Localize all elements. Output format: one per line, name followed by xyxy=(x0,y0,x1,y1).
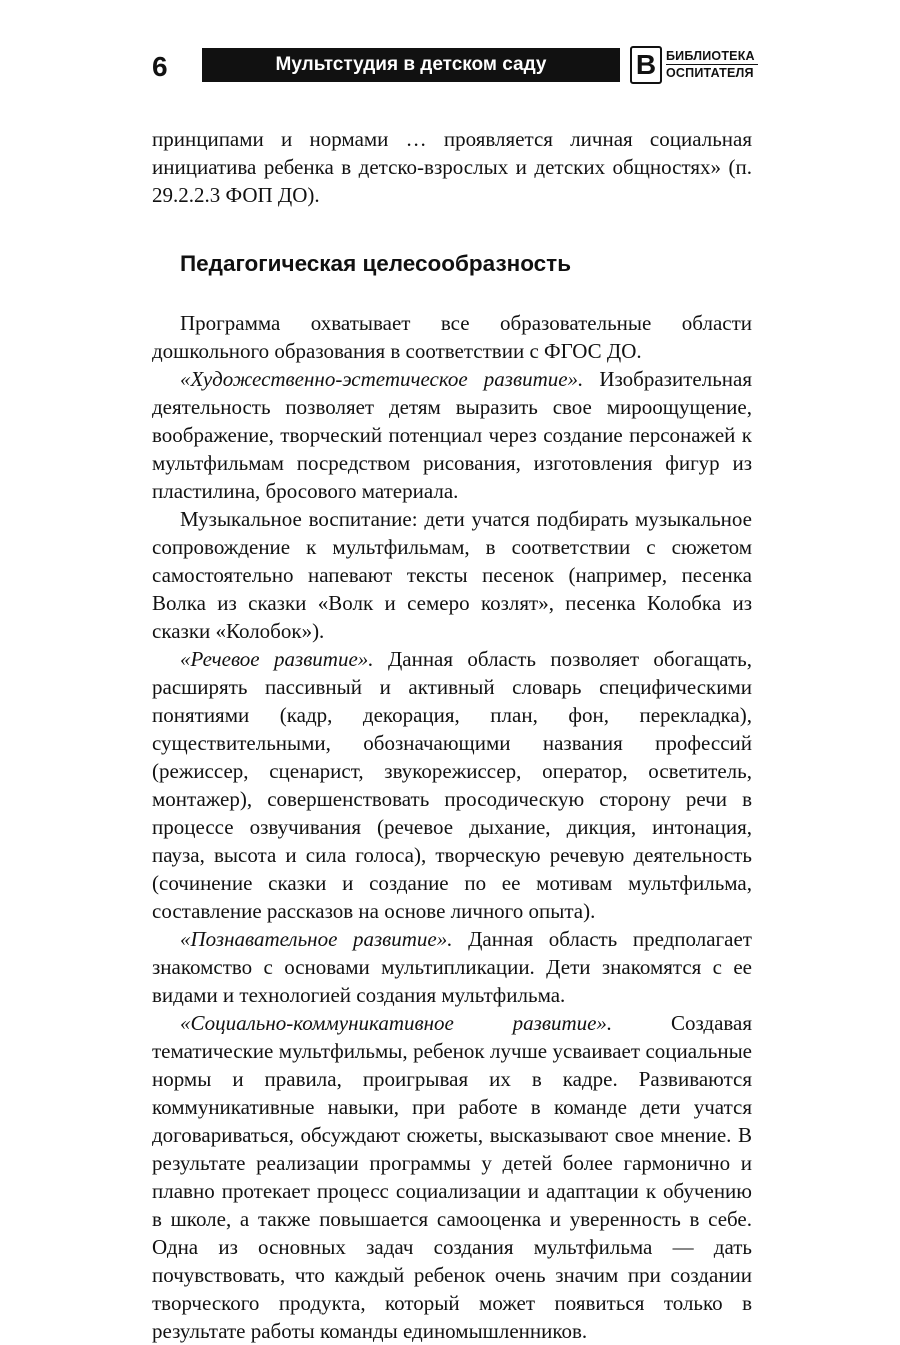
paragraph-lead: «Социально-коммуникативное развитие». xyxy=(180,1011,613,1035)
page-content xyxy=(152,125,752,1345)
running-title: Мультстудия в детском саду xyxy=(275,54,547,75)
paragraph-music-education xyxy=(152,505,752,645)
series-logo-line-2: ОСПИТАТЕЛЯ xyxy=(666,64,758,81)
series-logo-text xyxy=(666,48,758,81)
paragraph-lead: «Познавательное развитие». xyxy=(180,927,453,951)
section-heading: Педагогическая целесообразность xyxy=(180,251,572,276)
paragraph-social-development xyxy=(152,1009,752,1345)
paragraph-artistic-development xyxy=(152,365,752,505)
paragraph-text: Изобразительная деятельность позволяет детям выразить свое мироощущение, воображение, творческий потенциал через создание персонажей к мультфильмам посредством рисования, изготовления фигур из пластилина, бросового материала. xyxy=(152,367,752,503)
page-header xyxy=(152,42,755,92)
series-logo xyxy=(630,46,754,84)
series-logo-letter: В xyxy=(630,46,662,84)
paragraph-text: Данная область предполагает знакомство с основами мультипликации. Дети знакомятся с ее видами и технологией создания мультфильма. xyxy=(152,927,752,1007)
paragraph-lead: «Художественно-эстетическое развитие». xyxy=(180,367,584,391)
paragraph-text: Программа охватывает все образовательные области дошкольного образования в соответствии с ФГОС ДО. xyxy=(152,311,752,363)
paragraph-lead: «Речевое развитие». xyxy=(180,647,374,671)
intro-paragraph: принципами и нормами … проявляется личная социальная инициатива ребенка в детско-взрослых и детских общностях» (п. 29.2.2.3 ФОП ДО). xyxy=(152,127,752,207)
series-logo-line-1: БИБЛИОТЕКА xyxy=(666,49,755,63)
paragraph-speech-development xyxy=(152,645,752,925)
paragraph-text: Данная область позволяет обогащать, расширять пассивный и активный словарь специфическими понятиями (кадр, декорация, план, фон, перекладка), существительными, обозначающими названия профессий (режиссер, сценарист, звукорежиссер, оператор, осветитель, монтажер), совершенствовать просодическую сторону речи в процессе озвучивания (речевое дыхание, дикция, интонация, пауза, высота и сила голоса), творческую речевую деятельность (сочинение сказки и создание по ее мотивам мультфильма, составление рассказов на основе личного опыта). xyxy=(152,647,752,923)
paragraph-cognitive-development xyxy=(152,925,752,1009)
page-number: 6 xyxy=(152,51,168,82)
paragraph-programme-scope xyxy=(152,309,752,365)
paragraph-text: Создавая тематические мультфильмы, ребенок лучше усваивает социальные нормы и правила, проигрывая их в кадре. Развиваются коммуникативные навыки, при работе в команде дети учатся договариваться, обсуждают сюжеты, высказывают свое мнение. В результате реализации программы у детей более гармонично и плавно протекает процесс социализации и адаптации к обучению в школе, а также повышается самооценка и уверенность в себе. Одна из основных задач создания мультфильма — дать почувствовать, что каждый ребенок очень значим при создании творческого продукта, который может появиться только в результате работы команды единомышленников. xyxy=(152,1011,753,1343)
paragraph-text: Музыкальное воспитание: дети учатся подбирать музыкальное сопровождение к мультфильмам, в соответствии с сюжетом самостоятельно напевают тексты песенок (например, песенка Волка из сказки «Волк и семеро козлят», песенка Колобка из сказки «Колобок»). xyxy=(152,507,752,643)
